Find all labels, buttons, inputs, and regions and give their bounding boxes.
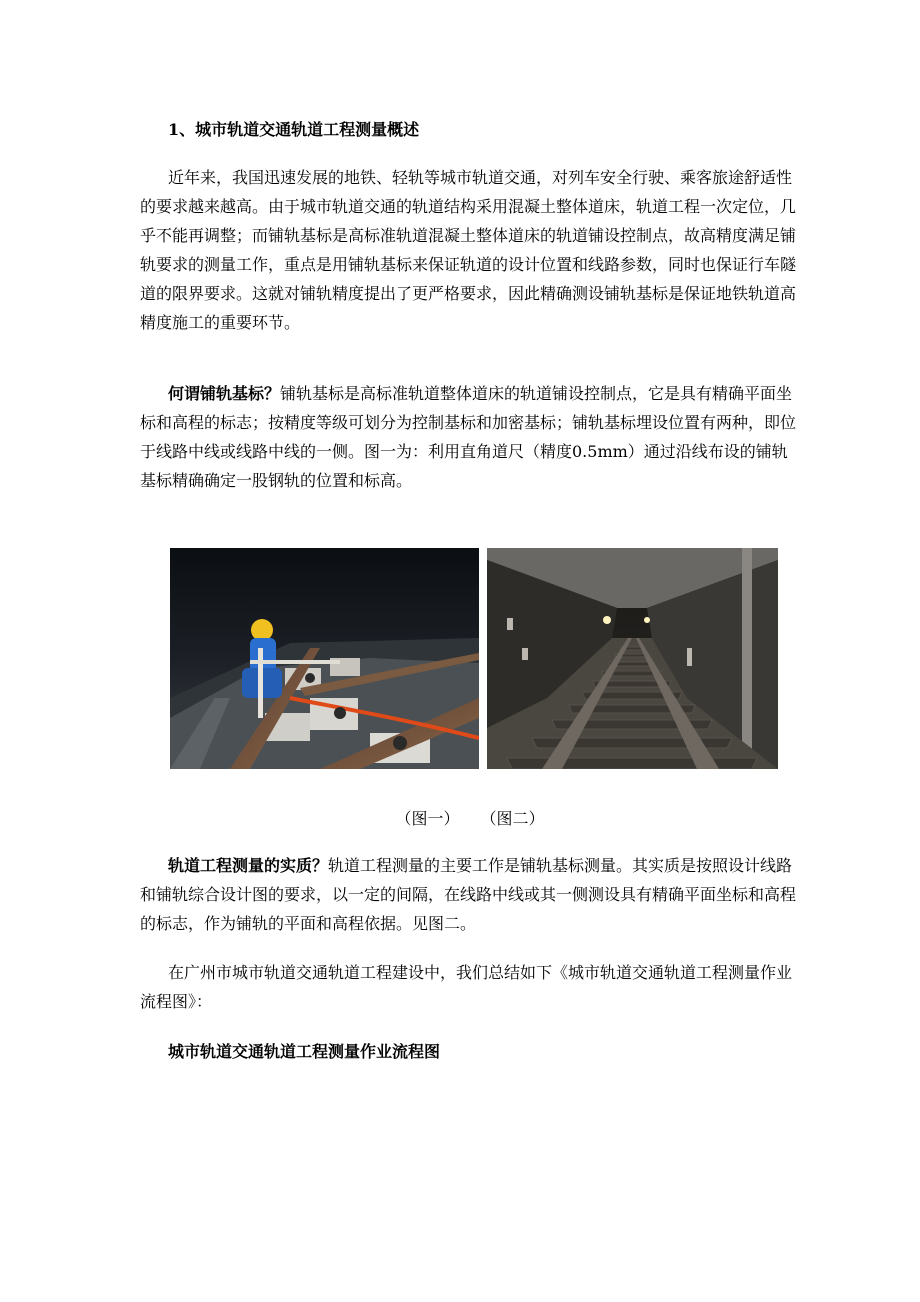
paragraph-overview: 近年来，我国迅速发展的地铁、轻轨等城市轨道交通，对列车安全行驶、乘客旅途舒适性的要求越来越高。由于城市轨道交通的轨道结构采用混凝土整体道床，轨道工程一次定位，几乎不能再调整；而铺轨基标是高标准轨道混凝土整体道床的轨道铺设控制点，故高精度满足铺轨要求的测量工作，重点是用铺轨基标来保证轨道的设计位置和线路参数，同时也保证行车隧道的限界要求。这就对铺轨精度提出了更严格要求，因此精确测设铺轨基标是保证地铁轨道高精度施工的重要环节。: [140, 168, 797, 332]
flowchart-title: 城市轨道交通轨道工程测量作业流程图: [168, 1042, 441, 1061]
paragraph-lead: 轨道工程测量的实质？: [168, 856, 329, 875]
paragraph-guangzhou: 在广州市城市轨道交通轨道工程建设中，我们总结如下《城市轨道交通轨道工程测量作业流程图》：: [140, 963, 793, 1011]
caption-figure-2: （图二）: [480, 809, 545, 828]
paragraph-essence: [140, 851, 800, 938]
figure-captions: [140, 806, 800, 829]
paragraph-body: 轨道工程测量的主要工作是铺轨基标测量。其实质是按照设计线路和铺轨综合设计图的要求，以一定的间隔，在线路中线或其一侧测设具有精确平面坐标和高程的标志，作为铺轨的平面和高程依据。见图二。: [140, 856, 797, 933]
section-title: 1、城市轨道交通轨道工程测量概述: [168, 120, 420, 139]
paragraph-body: 铺轨基标是高标准轨道整体道床的轨道铺设控制点，它是具有精确平面坐标和高程的标志；按精度等级可划分为控制基标和加密基标；铺轨基标埋设位置有两种，即位于线路中线或线路中线的一侧。图一为：利用直角道尺（精度0.5mm）通过沿线布设的铺轨基标精确确定一股钢轨的位置和标高。: [140, 384, 797, 490]
photo-figure-2-track-tunnel: [487, 548, 778, 769]
photo-figure-1-worker-measuring: [170, 548, 479, 769]
paragraph-definition: [140, 379, 800, 495]
caption-figure-1: （图一）: [395, 809, 460, 828]
paragraph-lead: 何谓铺轨基标？: [168, 384, 281, 403]
